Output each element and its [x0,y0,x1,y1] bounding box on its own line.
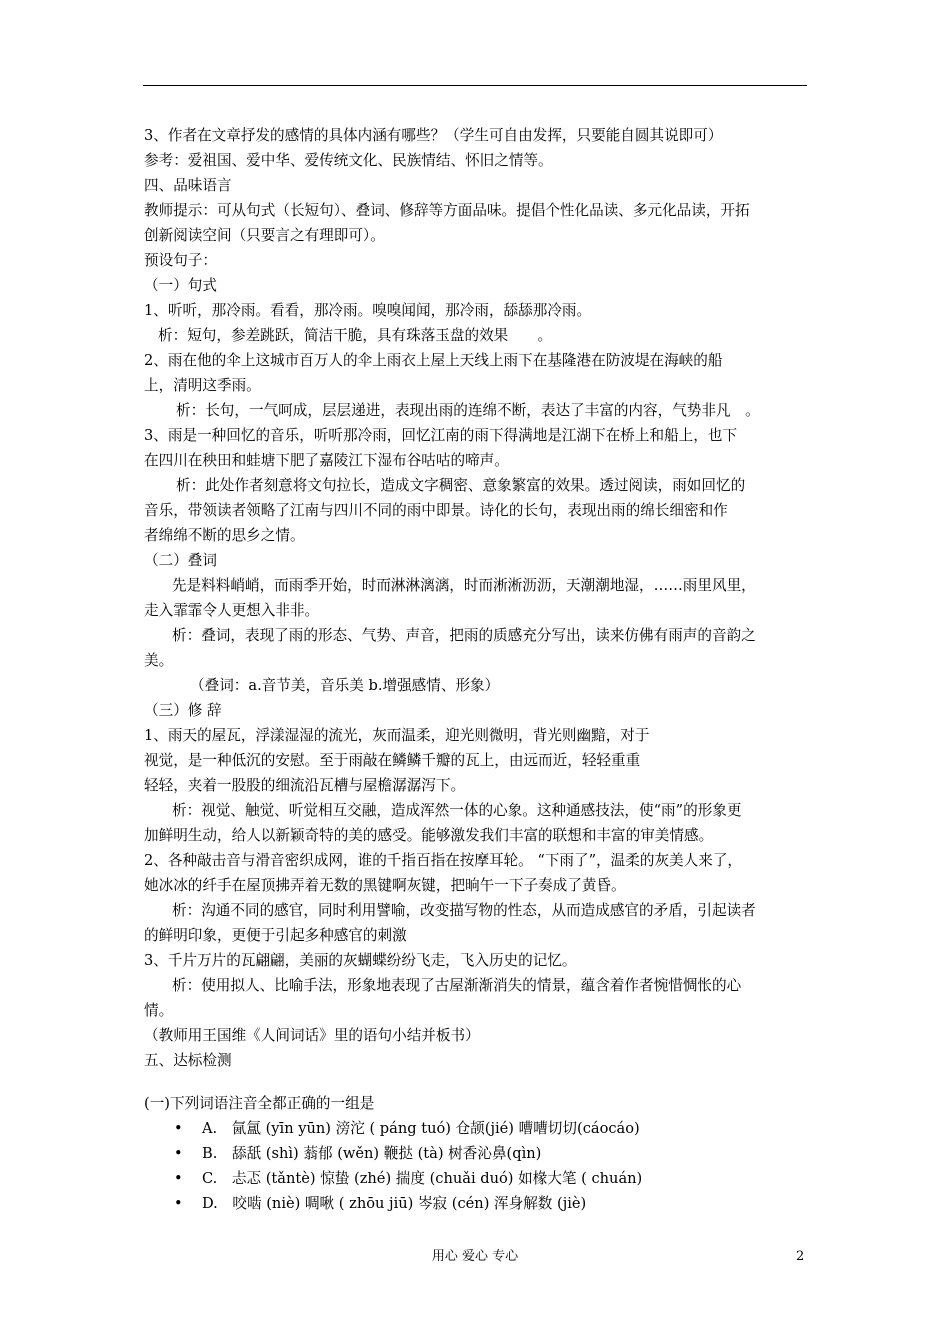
example-2-cont: 上，清明这季雨。 [144,377,261,394]
example-2: 2、雨在他的伞上这城市百万人的伞上雨衣上屋上天线上雨下在基隆港在防波堤在海峡的船 [144,352,723,369]
rhetoric-analysis-1: 析：视觉、触觉、听觉相互交融，造成浑然一体的心象。这种通感技法，使“雨”的形象更 [172,802,742,819]
subheading-rhetoric: （三）修 辞 [144,702,222,719]
analysis-1: 析：短句，参差跳跃，简洁干脆，具有珠落玉盘的效果 。 [158,327,553,344]
spacer [144,1073,812,1091]
teacher-tip: 教师提示：可从句式（长短句）、叠词、修辞等方面品味。提倡个性化品读、多元化品读，开拓 [144,202,750,219]
example-3-cont: 在四川在秧田和蛙塘下肥了嘉陵江下湿布谷咕咕的啼声。 [144,452,509,469]
reduplication-analysis: 析：叠词，表现了雨的形态、气势、声音，把雨的质感充分写出，读来仿佛有雨声的音韵之 [172,627,756,644]
preset-sentences-label: 预设句子： [144,252,217,269]
quiz-option-a [144,1116,812,1141]
section-heading-5: 五、达标检测 [144,1052,232,1069]
analysis-3-cont2: 者绵绵不断的思乡之情。 [144,527,305,544]
quiz-option-c [144,1166,812,1191]
reduplication-example: 先是料料峭峭，而雨季开始，时而淋淋漓漓，时而淅淅沥沥，天潮潮地湿，……雨里风里， [172,577,756,594]
rhetoric-example-1: 1、雨天的屋瓦，浮漾湿湿的流光，灰而温柔，迎光则微明，背光则幽黯，对于 [144,727,650,744]
quiz-option-text: B. 舔舐 (shì) 蓊郁 (wěn) 鞭挞 (tà) 树香沁鼻(qìn) [202,1145,542,1162]
analysis-2: 析：长句，一气呵成，层层递进，表现出雨的连绵不断，表达了丰富的内容，气势非凡 。 [176,402,760,419]
rhetoric-example-1-cont2: 轻轻，夹着一股股的细流沿瓦槽与屋檐潺潺泻下。 [144,777,466,794]
quiz-option-d [144,1191,812,1216]
reduplication-example-cont: 走入霏霏令人更想入非非。 [144,602,320,619]
quiz-option-text: D. 咬啮 (niè) 啁啾 ( zhōu jiū) 岑寂 (cén) 浑身解数 (jiè) [202,1195,587,1212]
bullet-icon: • [174,1145,183,1162]
quiz-option-text: C. 忐忑 (tǎntè) 惊蛰 (zhé) 揣度 (chuǎi duó) 如椽大笔 ( chuán) [202,1170,643,1187]
rhetoric-analysis-1-cont: 加鲜明生动，给人以新颖奇特的美的感受。能够激发我们丰富的联想和丰富的审美情感。 [144,827,714,844]
subheading-sentence-pattern: （一）句式 [144,277,217,294]
analysis-3-cont: 音乐，带领读者领略了江南与四川不同的雨中即景。诗化的长句，表现出雨的绵长细密和作 [144,502,728,519]
rhetoric-analysis-2: 析：沟通不同的感官，同时利用譬喻，改变描写物的性态，从而造成感官的矛盾，引起读者 [172,902,756,919]
rhetoric-analysis-2-cont: 的鲜明印象，更便于引起多种感官的刺激 [144,927,407,944]
teacher-summary-note: （教师用王国维《人间词话》里的语句小结并板书） [144,1027,480,1044]
subheading-reduplication: （二）叠词 [144,552,217,569]
reduplication-analysis-cont: 美。 [144,652,174,669]
analysis-3: 析：此处作者刻意将文句拉长，造成文字稠密、意象繁富的效果。透过阅读，雨如回忆的 [176,477,746,494]
bullet-icon: • [174,1195,183,1212]
section-heading-4: 四、品味语言 [144,177,232,194]
rhetoric-analysis-3-cont: 情。 [144,1002,174,1019]
document-body [144,123,812,1216]
question-3: 3、作者在文章抒发的感情的具体内涵有哪些？（学生可自由发挥，只要能自圆其说即可） [144,127,723,144]
example-1: 1、听听，那冷雨。看看，那冷雨。嗅嗅闻闻，那冷雨，舔舔那冷雨。 [144,302,592,319]
rhetoric-example-1-cont: 视觉，是一种低沉的安慰。至于雨敲在鳞鳞千瓣的瓦上，由远而近，轻轻重重 [144,752,641,769]
reference-answer: 参考：爱祖国、爱中华、爱传统文化、民族情结、怀旧之情等。 [144,152,553,169]
page-number: 2 [796,1249,805,1264]
header-rule [143,85,807,86]
teacher-tip-cont: 创新阅读空间（只要言之有理即可）。 [144,227,385,244]
reduplication-note: （叠词：a.音节美，音乐美 b.增强感情、形象） [190,677,500,694]
rhetoric-analysis-3: 析：使用拟人、比喻手法，形象地表现了古屋渐渐消失的情景，蕴含着作者惋惜惆怅的心 [172,977,742,994]
bullet-icon: • [174,1170,183,1187]
bullet-icon: • [174,1120,183,1137]
rhetoric-example-2-cont: 她冰冰的纤手在屋顶拂弄着无数的黑键啊灰键，把晌午一下子奏成了黄昏。 [144,877,626,894]
rhetoric-example-3: 3、千片万片的瓦翩翩，美丽的灰蝴蝶纷纷飞走，飞入历史的记忆。 [144,952,577,969]
quiz-option-text: A. 氤氲 (yīn yūn) 滂沱 ( páng tuó) 仓颉(jié) 嘈嘈切切(cáocáo) [202,1120,640,1137]
footer-motto: 用心 爱心 专心 [431,1249,519,1264]
quiz-question-1: (一)下列词语注音全都正确的一组是 [144,1095,375,1112]
quiz-option-b [144,1141,812,1166]
rhetoric-example-2: 2、各种敲击音与滑音密织成网，谁的千指百指在按摩耳轮。 “下雨了”，温柔的灰美人来了， [144,852,743,869]
example-3: 3、雨是一种回忆的音乐，听听那冷雨，回忆江南的雨下得满地是江湖下在桥上和船上，也下 [144,427,738,444]
